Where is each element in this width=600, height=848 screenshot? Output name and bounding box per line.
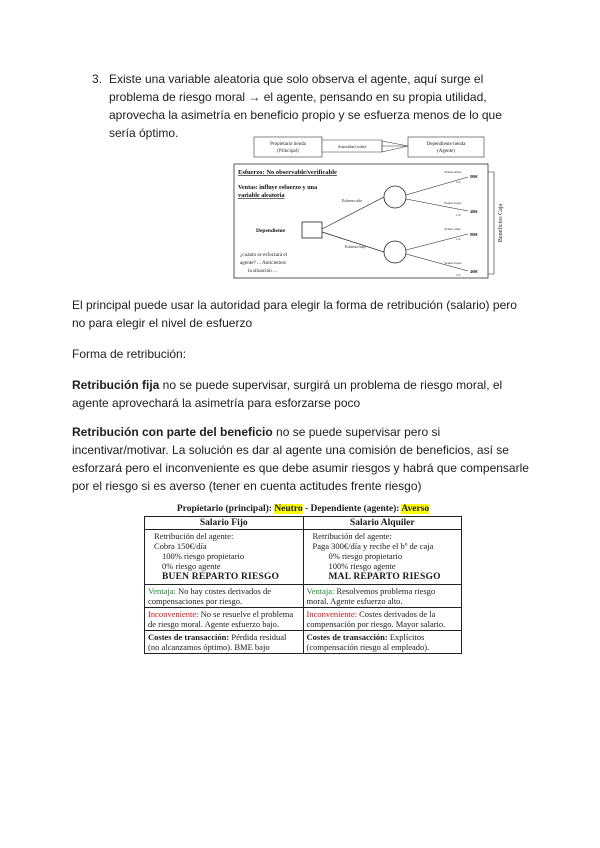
reparto-fijo: BUEN REPARTO RIESGO	[162, 572, 280, 582]
retribucion-alquiler-cell: Retribución del agente: Paga 300€/día y recibe el bº de caja 0% riesgo propietario 100% riesgo agente MAL REPARTO RIESGO	[303, 530, 462, 585]
diagram-esfuerzo-alto: Esfuerzo alto	[342, 199, 363, 203]
diagram-side-label: Beneficios Caja	[498, 203, 504, 243]
costes-fijo-cell: Costes de transacción: Pérdida residual (no alcanzamos óptimo). BME bajo	[145, 631, 304, 654]
svg-text:(Agente): (Agente)	[437, 149, 455, 154]
costes-alquiler-cell: Costes de transacción: Explícitos (compensación riesgo al empleado).	[303, 631, 462, 654]
diagram-branch-2: Ventas bajas	[444, 201, 462, 205]
retribucion-fija-title: Retribución fija	[72, 378, 160, 392]
principal-paragraph: El principal puede usar la autoridad para elegir la forma de retribución (salario) pero no para elegir el nivel de esfuerzo	[72, 298, 517, 330]
retribucion-fijo-cell: Retribución del agente: Cobra 150€/día 100% riesgo propietario 0% riesgo agente BUEN REPARTO RIESGO	[145, 530, 304, 585]
diagram-value-3: 800€	[470, 233, 478, 237]
moral-hazard-diagram	[232, 136, 514, 280]
averso-highlight: Averso	[401, 504, 430, 514]
ventaja-fijo-cell: Ventaja: No hay costes derivados de compensaciones por riesgo.	[145, 585, 304, 608]
list-number: 3.	[92, 72, 103, 86]
diagram-question-2: agente? ... Anticiemos	[240, 260, 286, 266]
retribucion-beneficio-paragraph	[72, 423, 532, 495]
col-header-salario-fijo: Salario Fijo	[145, 517, 304, 530]
diagram-branch-3: Ventas altas	[444, 227, 461, 231]
inconveniente-fijo-cell: Inconveniente: No se resuelve el problema de riesgo moral. Agente esfuerzo bajo.	[145, 608, 304, 631]
diagram-branch-1: Ventas Altas	[444, 170, 462, 174]
diagram-question-1: ¿cuánto se esforzará el	[240, 252, 288, 258]
svg-text:(Principal): (Principal)	[277, 149, 299, 154]
diagram-value-2: 400€	[470, 210, 478, 214]
diagram-branch-4: Ventas bajas	[444, 261, 462, 265]
list-item-text: Existe una variable aleatoria que solo observa el agente, aquí surge el problema de riesgo moral → el agente, pensando en su propia utilidad, aprovecha la asimetría en beneficio propio y se esfuerza menos de lo que sería óptimo.	[109, 72, 502, 140]
ventaja-alquiler-cell: Ventaja: Resolvemos problema riesgo moral. Agente esfuerzo alto.	[303, 585, 462, 608]
diagram-prob-2: 1/2	[456, 213, 461, 217]
diagram-ventas-2: variable aleatoria	[238, 192, 285, 199]
retribucion-fija-paragraph	[72, 376, 532, 412]
col-header-salario-alquiler: Salario Alquiler	[303, 517, 462, 530]
comparison-table	[144, 516, 462, 654]
comparison-table-block	[144, 503, 462, 654]
diagram-prob-1: 1/2	[456, 180, 461, 184]
diagram-prob-3: 1/2	[456, 237, 461, 241]
diagram-ventas-1: Ventas: influye esfuerzo y una	[238, 184, 318, 191]
inconveniente-alquiler-cell: Inconveniente: Costes derivados de la compensación por riesgo. Mayor salario.	[303, 608, 462, 631]
diagram-prob-4: 1/2	[456, 273, 461, 277]
table-title: Propietario (principal): Neutro - Dependiente (agente): Averso	[176, 504, 430, 514]
diagram-box-left: Propietario tienda	[270, 142, 306, 147]
diagram-dependiente: Dependiente	[256, 228, 286, 234]
diagram-box-right: Dependiente tienda	[426, 142, 466, 147]
retribucion-beneficio-text: no se puede supervisar pero si incentivar/motivar. La solución es dar al agente una comisión de beneficios, así se esforzará pero el inconveniente es que debe asumir riesgos y habrá que compensarle por el riesgo si es averso (tener en cuenta actitudes frente riesgo)	[72, 425, 529, 493]
diagram-arrow-label: Autoridad sobre	[337, 144, 367, 149]
diagram-esfuerzo-bajo: Esfuerzo bajo	[345, 245, 366, 249]
diagram-value-1: 800€	[470, 175, 478, 179]
diagram-question-3: la situación ...	[248, 268, 277, 274]
retribucion-beneficio-title: Retribución con parte del beneficio	[72, 425, 273, 439]
diagram-value-4: 400€	[470, 270, 478, 274]
diagram-esfuerzo: Esfuerzo: No observable/verificable	[238, 169, 337, 176]
neutro-highlight: Neutro	[274, 504, 303, 514]
reparto-alquiler: MAL REPARTO RIESGO	[328, 572, 441, 582]
forma-retribucion-heading: Forma de retribución:	[72, 347, 187, 361]
retribucion-fija-text: no se puede supervisar, surgirá un problema de riesgo moral, el agente aprovechará la asimetría para esforzarse poco	[72, 378, 503, 410]
